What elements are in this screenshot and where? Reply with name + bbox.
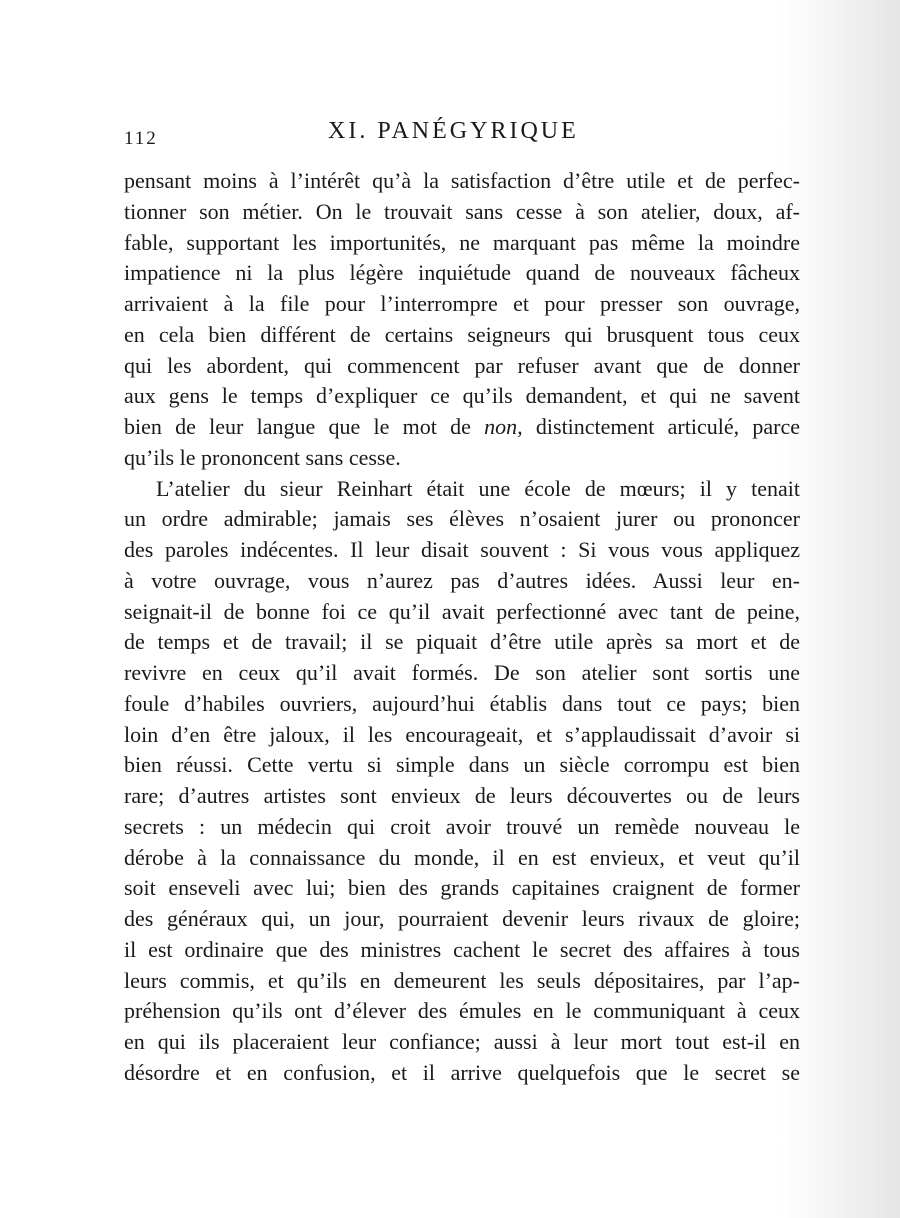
text-line: des généraux qui, un jour, pourraient devenir leurs rivaux de gloire; <box>124 906 800 931</box>
text-line: leurs commis, et qu’ils en demeurent les seuls dépositaires, par l’ap- <box>124 967 800 993</box>
paragraph-end-line: qu’ils le prononcent sans cesse. <box>124 444 401 470</box>
text-line: secrets : un médecin qui croit avoir trouvé un remède nouveau le <box>124 813 800 839</box>
text-line: aux gens le temps d’expliquer ce qu’ils demandent, et qui ne savent <box>124 383 800 409</box>
page-number: 112 <box>124 128 158 149</box>
text-line: des paroles indécentes. Il leur disait souvent : Si vous vous appliquez <box>124 537 800 562</box>
text-line: seignait-il de bonne foi ce qu’il avait perfectionné avec tant de peine, <box>124 598 800 624</box>
text-line: arrivaient à la file pour l’interrompre et pour presser son ouvrage, <box>124 291 800 316</box>
text-line: un ordre admirable; jamais ses élèves n’osaient jurer ou prononcer <box>124 506 800 532</box>
running-title: XI. PANÉGYRIQUE <box>328 118 579 144</box>
text-line: pensant moins à l’intérêt qu’à la satisfaction d’être utile et de perfec- <box>124 168 800 193</box>
text-line: fable, supportant les importunités, ne marquant pas même la moindre <box>124 229 800 255</box>
italic-word: non, <box>484 414 523 439</box>
text-line <box>124 412 800 443</box>
text-segment: distinctement articulé, parce <box>522 414 801 439</box>
text-line: en cela bien différent de certains seigneurs qui brusquent tous ceux <box>124 321 800 347</box>
text-line: en qui ils placeraient leur confiance; aussi à leur mort tout est-il en <box>124 1029 800 1054</box>
paragraph-first-line: L’atelier du sieur Reinhart était une école de mœurs; il y tenait <box>156 475 800 501</box>
page-header <box>124 118 800 154</box>
text-line: préhension qu’ils ont d’élever des émules en le communiquant à ceux <box>124 998 800 1024</box>
text-line: soit enseveli avec lui; bien des grands capitaines craignent de former <box>124 875 800 901</box>
text-segment: bien de leur langue que le mot de <box>124 414 485 439</box>
text-line: rare; d’autres artistes sont envieux de leurs découvertes ou de leurs <box>124 783 800 808</box>
text-line: tionner son métier. On le trouvait sans cesse à son atelier, doux, af- <box>124 198 800 224</box>
text-line: impatience ni la plus légère inquiétude quand de nouveaux fâcheux <box>124 260 800 286</box>
text-line: revivre en ceux qu’il avait formés. De son atelier sont sortis une <box>124 660 800 685</box>
text-line: à votre ouvrage, vous n’aurez pas d’autres idées. Aussi leur en- <box>124 567 800 593</box>
text-line: bien réussi. Cette vertu si simple dans un siècle corrompu est bien <box>124 752 800 778</box>
text-line: qui les abordent, qui commencent par refuser avant que de donner <box>124 352 800 378</box>
text-line: dérobe à la connaissance du monde, il en est envieux, et veut qu’il <box>124 844 800 870</box>
text-line: foule d’habiles ouvriers, aujourd’hui établis dans tout ce pays; bien <box>124 690 800 716</box>
text-line: de temps et de travail; il se piquait d’être utile après sa mort et de <box>124 629 800 655</box>
text-line: il est ordinaire que des ministres cachent le secret des affaires à tous <box>124 936 800 962</box>
body-text <box>124 166 800 1089</box>
text-line: désordre et en confusion, et il arrive quelquefois que le secret se <box>124 1059 800 1085</box>
text-line: loin d’en être jaloux, il les encourageait, et s’applaudissait d’avoir si <box>124 721 800 747</box>
